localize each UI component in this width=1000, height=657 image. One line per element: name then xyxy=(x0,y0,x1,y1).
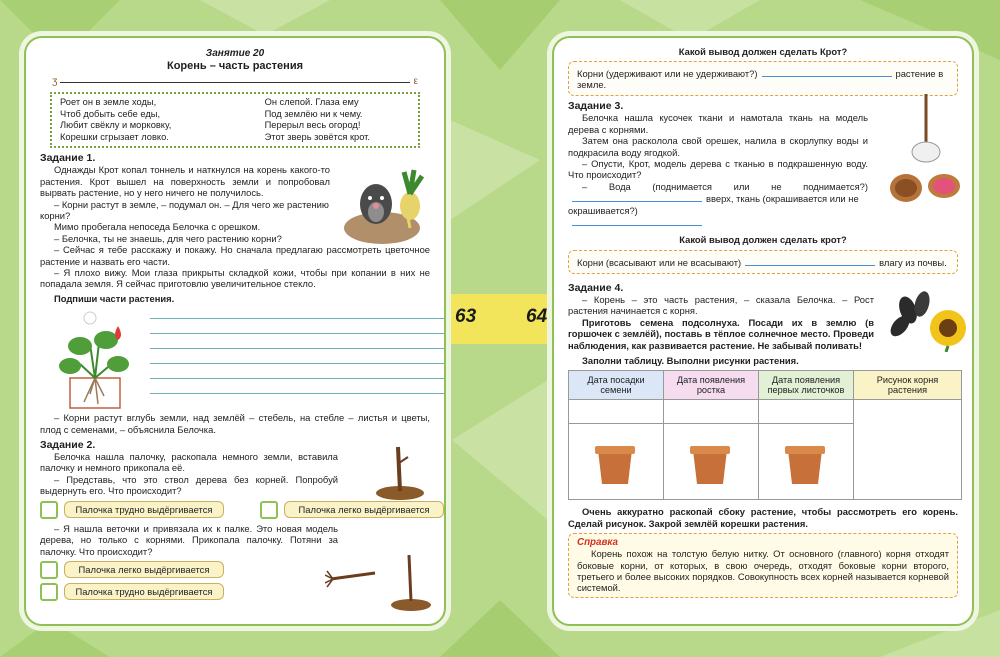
task1-instruction: Подпиши части растения. xyxy=(54,292,175,304)
table-cell[interactable] xyxy=(664,400,759,424)
reference-heading: Справка xyxy=(577,537,618,549)
left-page xyxy=(24,36,446,626)
task3-text: – Опусти, Крот, модель дерева с тканью в подкрашенную воду. Что происходит? xyxy=(568,158,868,181)
choice-hard-pull-1[interactable] xyxy=(40,501,224,519)
choice-label: Палочка трудно выдёргивается xyxy=(64,583,224,600)
task1-text: – Корни растут в земле, – подумал он. – Для чего же растению корни? xyxy=(40,198,329,221)
answer-suffix: растение в земле. xyxy=(577,68,944,91)
checkbox[interactable] xyxy=(40,583,58,601)
task3-text: Белочка нашла кусочек ткани и намотала ткань на модель дерева с корнями. xyxy=(568,112,868,135)
task1-text: – Сейчас я тебе расскажу и покажу. Но сначала предлагаю рассмотреть цветочное растение и назвать его части. xyxy=(40,244,430,267)
answer-prompt: Корни (всасывают или не всасывают) xyxy=(577,256,742,268)
task4-heading: Задание 4. xyxy=(568,281,624,294)
poem-box xyxy=(50,92,420,148)
table-cell[interactable] xyxy=(569,400,664,424)
table-cell-pot[interactable] xyxy=(759,424,854,500)
task4-instructions: Приготовь семена подсолнуха. Посади их в землю (в горшочек с землёй), поставь в тёплое солнечное место. Проведи наблюдения, как развивается растение. Не забывай поливать! xyxy=(568,316,874,351)
answer-suffix: влагу из почвы. xyxy=(879,256,947,268)
reference-text: Корень похож на толстую белую нитку. От основного (главного) корня отходят боковые корни, от которых, в свою очередь, отходят боковые корни второго, третьего и более высоких порядков. Совокупность всех корней называется корневой системой. xyxy=(577,548,949,594)
task3-text: – Вода (поднимается или не поднимается?) xyxy=(582,180,868,192)
task1-text: – Корни растут вглубь земли, над землёй – стебель, на стебле – листья и цветы, плод с семенами, – объяснила Белочка. xyxy=(40,412,430,435)
task3-text: Затем она расколола свой орешек, налила в скорлупку воды и подкрасила воду ягодкой. xyxy=(568,135,868,158)
checkbox[interactable] xyxy=(40,501,58,519)
right-page-number: 64 xyxy=(526,306,548,327)
task2-text: – Представь, что это ствол дерева без корней. Попробуй выдернуть его. Что происходит? xyxy=(40,473,338,497)
strawberry-plant-illustration xyxy=(40,304,140,412)
choice-easy-pull-1[interactable] xyxy=(260,501,444,519)
poem-line: Любит свёклу и морковку, xyxy=(60,120,172,131)
observation-table xyxy=(568,370,962,500)
stick-with-roots-illustration xyxy=(325,555,435,611)
sunflower-seeds-illustration xyxy=(886,288,970,352)
task4-table-instruction: Заполни таблицу. Выполни рисунки растения. xyxy=(582,354,799,366)
task1-text: – Я плохо вижу. Мои глаза прикрыты складкой кожи, чтобы при копании в них не попадала земля. Я сейчас приготовлю увеличительное стекло. xyxy=(40,267,430,290)
task2-text: – Я нашла веточки и привязала их к палке. Это новая модель дерева, но только с корнями. Прикопала палочку. Потяни за палочку. Что происходит? xyxy=(40,522,338,557)
table-header: Дата появления первых листочков xyxy=(759,371,854,400)
task4-text: – Корень – это часть растения, – сказала Белочка. – Рост растения начинается с корня. xyxy=(568,293,874,317)
table-header: Дата посадки семени xyxy=(569,371,664,400)
choice-label: Палочка легко выдёргивается xyxy=(64,561,224,578)
flowerpot-icon xyxy=(760,432,850,492)
poem-line: Корешки сгрызает ловко. xyxy=(60,131,169,142)
task1-text: Мимо пробегала непоседа Белочка с орешком. xyxy=(54,221,261,233)
answer-blank[interactable] xyxy=(572,192,702,202)
conclusion-answer-1[interactable] xyxy=(568,61,958,96)
stick-in-soil-illustration xyxy=(372,443,432,503)
answer-prompt: Корни (удерживают или не удерживают?) xyxy=(577,68,758,80)
task1-heading: Задание 1. xyxy=(40,152,96,165)
answer-lines[interactable] xyxy=(150,304,446,394)
reference-box xyxy=(568,533,958,598)
table-cell-drawing[interactable] xyxy=(854,400,962,500)
poem-line: Под землёю ни к чему. xyxy=(264,108,363,119)
checkbox[interactable] xyxy=(260,501,278,519)
answer-blank[interactable] xyxy=(745,256,875,266)
table-header: Дата появления ростка xyxy=(664,371,759,400)
task4-after-text: Очень аккуратно раскопай сбоку растение, чтобы рассмотреть его корень. Сделай рисунок. Закрой землёй корешки растения. xyxy=(568,506,958,529)
plant-labeling-area xyxy=(40,304,430,412)
flowerpot-icon xyxy=(665,432,755,492)
poem-left-column xyxy=(60,97,171,143)
poem-line: Чтоб добыть себе еды, xyxy=(60,108,161,119)
poem-line: Он слепой. Глаза ему xyxy=(264,97,359,107)
task3-heading: Задание 3. xyxy=(568,100,624,113)
task1-text: Однажды Крот копал тоннель и наткнулся на корень какого-то растения. Крот вышел на поверхность земли и попробовал вырвать растение, но у него ничего не получилось. xyxy=(40,164,330,199)
checkbox[interactable] xyxy=(40,561,58,579)
lesson-number: Занятие 20 xyxy=(205,48,265,59)
poem-line: Роет он в земле ходы, xyxy=(60,97,157,107)
lesson-title: Корень – часть растения xyxy=(166,60,304,72)
answer-blank[interactable] xyxy=(762,67,892,77)
conclusion-question-2: Какой вывод должен сделать крот? xyxy=(679,234,847,246)
left-page-number: 63 xyxy=(455,306,477,327)
poem-line: Перерыл весь огород! xyxy=(264,120,361,131)
table-cell-pot[interactable] xyxy=(664,424,759,500)
choice-label: Палочка трудно выдёргивается xyxy=(64,501,224,518)
task3-text: вверх, ткань (окрашивается или не окрашивается?) xyxy=(568,193,859,216)
choice-label: Палочка легко выдёргивается xyxy=(284,501,444,518)
poem-line: Этот зверь зовётся крот. xyxy=(264,131,370,142)
right-page xyxy=(552,36,974,626)
title-rule: ʒ ε xyxy=(52,76,418,87)
mole-illustration xyxy=(340,166,430,246)
task2-heading: Задание 2. xyxy=(40,439,96,452)
table-header: Рисунок корня растения xyxy=(854,371,962,400)
task2-text: Белочка нашла палочку, раскопала немного земли, вставила палочку и немного прикопала её. xyxy=(40,451,338,474)
nutshell-with-roots-illustration xyxy=(888,94,968,204)
flowerpot-icon xyxy=(570,432,660,492)
conclusion-answer-2[interactable] xyxy=(568,250,958,274)
poem-right-column xyxy=(265,97,370,143)
task1-text: – Белочка, ты не знаешь, для чего растению корни? xyxy=(54,232,282,244)
table-cell-pot[interactable] xyxy=(569,424,664,500)
conclusion-question-1: Какой вывод должен сделать Крот? xyxy=(678,46,848,57)
table-cell[interactable] xyxy=(759,400,854,424)
answer-blank[interactable] xyxy=(572,216,702,226)
